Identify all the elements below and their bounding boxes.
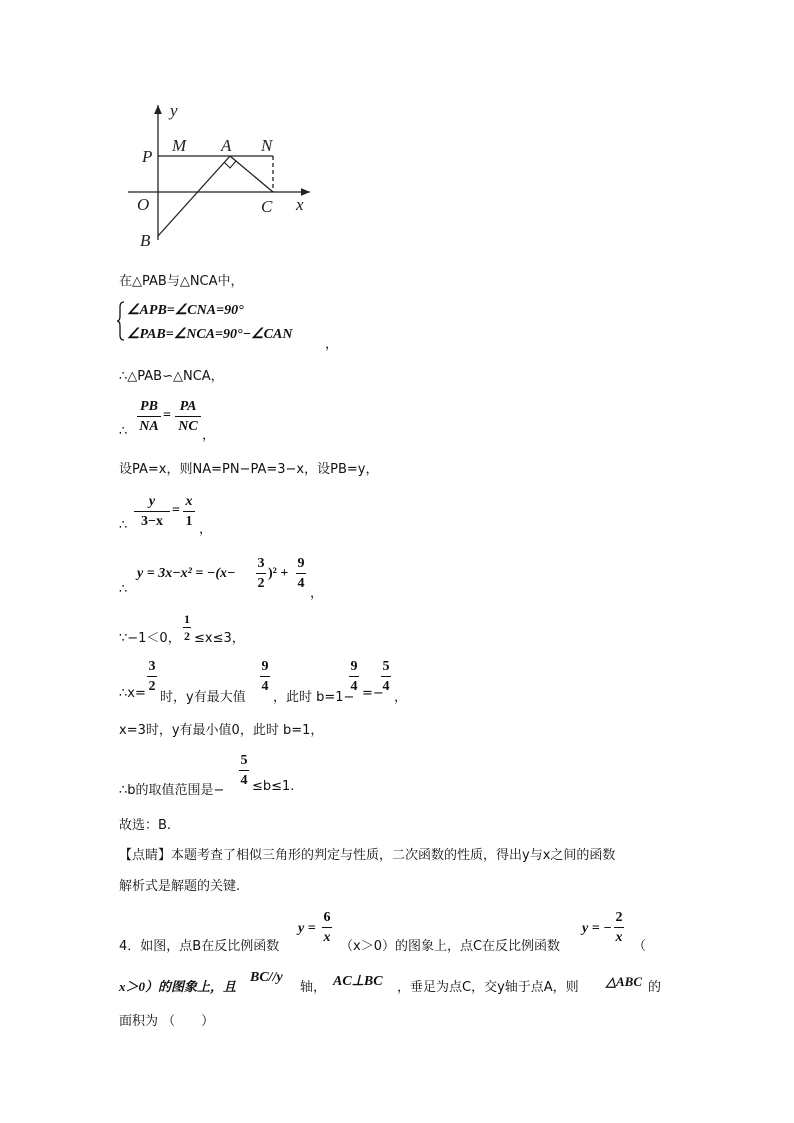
equation-system-brace <box>117 301 125 341</box>
text-answer-choice: 故选：B. <box>119 818 172 833</box>
fraction-denominator: 2 <box>148 679 156 694</box>
question-4-text-a: 4．如图，点B在反比例函数 <box>119 939 280 954</box>
fraction-numerator: 3 <box>148 659 156 674</box>
fraction-pa-nc <box>175 398 201 435</box>
fraction-5-4 <box>381 658 391 695</box>
label-c: C <box>261 197 273 216</box>
fraction-denominator: 3−x <box>141 514 163 529</box>
therefore-symbol: ∴ <box>119 424 128 439</box>
fraction-numerator: 1 <box>184 612 190 626</box>
fraction-denominator: x <box>323 930 331 945</box>
label-a: A <box>221 136 232 155</box>
line-ba <box>158 156 230 236</box>
fraction-denominator: 4 <box>297 576 305 591</box>
fraction-numerator: 5 <box>382 659 390 674</box>
fraction-numerator: PB <box>140 399 158 414</box>
question-4-text-d: x＞0）的图象上，且 <box>119 979 237 994</box>
condition-bc-parallel-y: BC//y <box>250 970 283 985</box>
fraction-6-x <box>322 909 332 946</box>
equals-sign: = <box>172 503 180 518</box>
fraction-denominator: 2 <box>257 576 265 591</box>
label-n: N <box>261 136 273 155</box>
fraction-denominator: 4 <box>382 679 390 694</box>
line-ac <box>230 156 273 192</box>
fraction-2-x <box>614 909 624 946</box>
condition-ac-perp-bc: AC⊥BC <box>333 974 383 989</box>
text-comment-line-1: 【点睛】本题考查了相似三角形的判定与性质，二次函数的性质，得出y与x之间的函数 <box>119 848 616 863</box>
fraction-denominator: x <box>615 930 623 945</box>
label-m: M <box>172 136 187 155</box>
text-max-b-value: ，此时 b=1− <box>273 690 355 705</box>
fraction-numerator: 9 <box>261 659 269 674</box>
question-4-text-c: （ <box>633 939 647 954</box>
fraction-numerator: 9 <box>297 556 305 571</box>
text-range-suffix: ≤b≤1. <box>252 779 295 794</box>
equals-sign: = <box>163 408 171 423</box>
therefore-symbol: ∴ <box>119 518 128 533</box>
text-line-min-value: x=3时，y有最小值0，此时 b=1， <box>119 723 324 738</box>
fraction-denominator: 4 <box>261 679 269 694</box>
right-angle-mark <box>224 161 236 168</box>
text-line-triangles: 在△PAB与△NCA中， <box>119 274 244 289</box>
fraction-denominator: NA <box>139 419 159 434</box>
equation-system-line-2: ∠PAB=∠NCA=90°−∠CAN <box>127 327 293 342</box>
fraction-numerator: 9 <box>350 659 358 674</box>
text-max-equals: =− <box>362 686 384 701</box>
fraction-9-4 <box>260 658 270 695</box>
question-4-text-k: 面积为 （ ） <box>119 1014 215 1029</box>
fraction-numerator: x <box>185 494 193 509</box>
fraction-9-4 <box>349 658 359 695</box>
fraction-numerator: 3 <box>257 556 265 571</box>
label-x: x <box>296 195 304 214</box>
comma: ， <box>202 428 216 443</box>
label-o: O <box>137 195 150 214</box>
question-4-text-f: 轴， <box>300 980 327 995</box>
fraction-3-2 <box>256 555 266 592</box>
fraction-5-4 <box>239 752 249 789</box>
text-max-prefix: ∴x= <box>119 686 146 701</box>
fraction-numerator: 6 <box>323 910 331 925</box>
fraction-3-2 <box>147 658 157 695</box>
quadratic-expression-mid: )² + <box>268 566 289 581</box>
fraction-1-2 <box>183 612 191 643</box>
fraction-y-3-x <box>134 493 170 530</box>
therefore-symbol: ∴ <box>119 582 128 597</box>
fraction-numerator: y <box>148 494 156 509</box>
fraction-9-4 <box>296 555 306 592</box>
label-b: B <box>140 231 151 250</box>
equation-system-comma: ， <box>325 337 339 352</box>
text-line-set-variables: 设PA=x，则NA=PN−PA=3−x，设PB=y， <box>119 462 379 477</box>
text-condition-range: ≤x≤3， <box>194 631 245 646</box>
geometry-figure <box>120 100 330 250</box>
fraction-numerator: 2 <box>615 910 623 925</box>
function-lhs-2: y = − <box>582 921 612 936</box>
text-range-prefix: ∴b的取值范围是− <box>119 783 225 798</box>
label-y: y <box>170 101 178 120</box>
comma: ， <box>394 690 408 705</box>
question-4-text-j: 的 <box>648 980 662 995</box>
comma: ， <box>310 586 324 601</box>
comma: ， <box>199 522 213 537</box>
fraction-denominator: 2 <box>184 629 190 643</box>
text-max-middle: 时，y有最大值 <box>160 690 246 705</box>
text-line-similar: ∴△PAB∽△NCA， <box>119 369 224 384</box>
fraction-numerator: 5 <box>240 753 248 768</box>
fraction-denominator: 4 <box>240 773 248 788</box>
fraction-numerator: PA <box>179 399 197 414</box>
equation-system-line-1: ∠APB=∠CNA=90° <box>127 303 244 318</box>
fraction-x-1 <box>183 493 195 530</box>
label-p: P <box>142 147 153 166</box>
function-lhs-1: y = <box>298 921 316 936</box>
question-4-text-b: （x＞0）的图象上，点C在反比例函数 <box>340 939 561 954</box>
fraction-denominator: 4 <box>350 679 358 694</box>
quadratic-expression-lhs: y = 3x−x² = −(x− <box>137 566 236 581</box>
triangle-abc-symbol: △ABC <box>606 974 643 989</box>
question-4-text-h: ，垂足为点C，交y轴于点A，则 <box>397 980 579 995</box>
fraction-denominator: NC <box>178 419 198 434</box>
text-comment-line-2: 解析式是解题的关键. <box>119 879 241 894</box>
fraction-pb-na <box>137 398 161 435</box>
fraction-denominator: 1 <box>185 514 193 529</box>
text-condition-prefix: ∵−1＜0， <box>119 631 181 646</box>
